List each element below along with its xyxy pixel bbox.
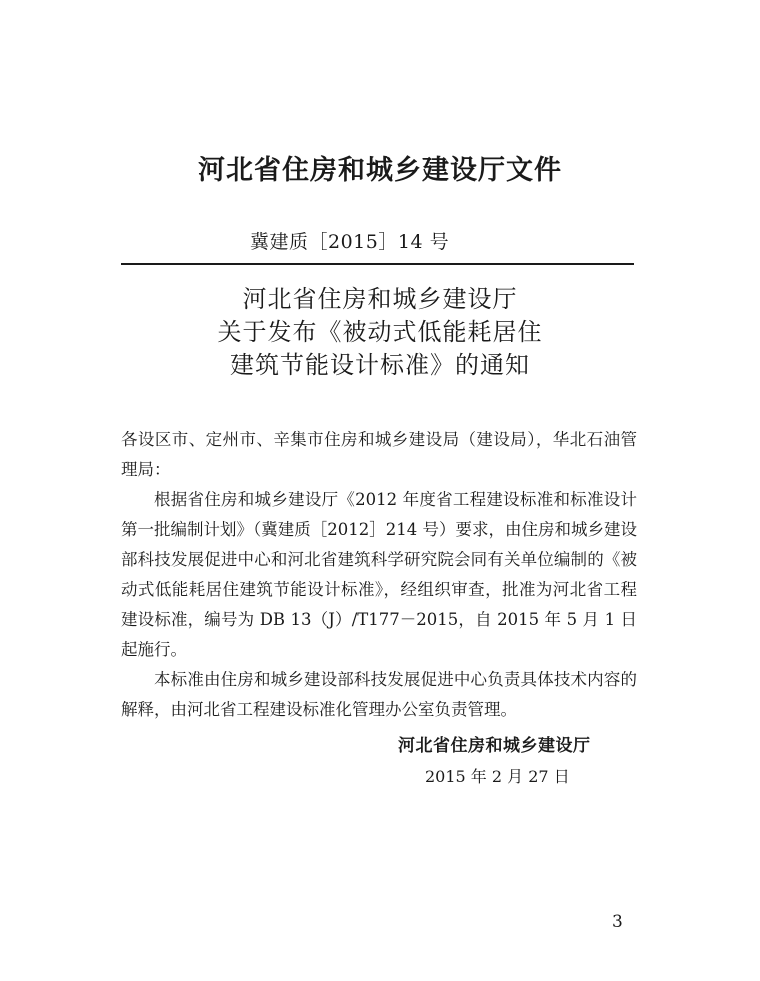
body-paragraph-1: 根据省住房和城乡建设厅《2012 年度省工程建设标准和标准设计第一批编制计划》（冀建质［2012］214 号）要求，由住房和城乡建设部科技发展促进中心和河北省建筑科学研究院会同有关单位编制的《被动式低能耗居住建筑节能设计标准》，经组织审查，批准为河北省工程建设标准，编号为 DB 13（J）/T177－2015，自 2015 年 5 月 1 日起施行。 [121,490,637,659]
header-divider [121,263,634,265]
notice-title-line-3: 建筑节能设计标准》的通知 [230,351,530,379]
notice-title-line-2: 关于发布《被动式低能耗居住 [217,318,543,346]
body-paragraph-2: 本标准由住房和城乡建设部科技发展促进中心负责具体技术内容的解释，由河北省工程建设标准化管理办公室负责管理。 [121,670,637,719]
page-number: 3 [612,912,623,932]
signature-organization: 河北省住房和城乡建设厅 [398,736,591,756]
recipients-paragraph: 各设区市、定州市、辛集市住房和城乡建设局（建设局），华北石油管理局： [121,430,637,479]
signature-date: 2015 年 2 月 27 日 [425,767,570,786]
document-header-title: 河北省住房和城乡建设厅文件 [198,155,562,186]
notice-title-line-1: 河北省住房和城乡建设厅 [242,285,518,313]
document-number: 冀建质［2015］14 号 [250,231,450,253]
notice-title [0,283,760,382]
notice-body [121,425,637,725]
